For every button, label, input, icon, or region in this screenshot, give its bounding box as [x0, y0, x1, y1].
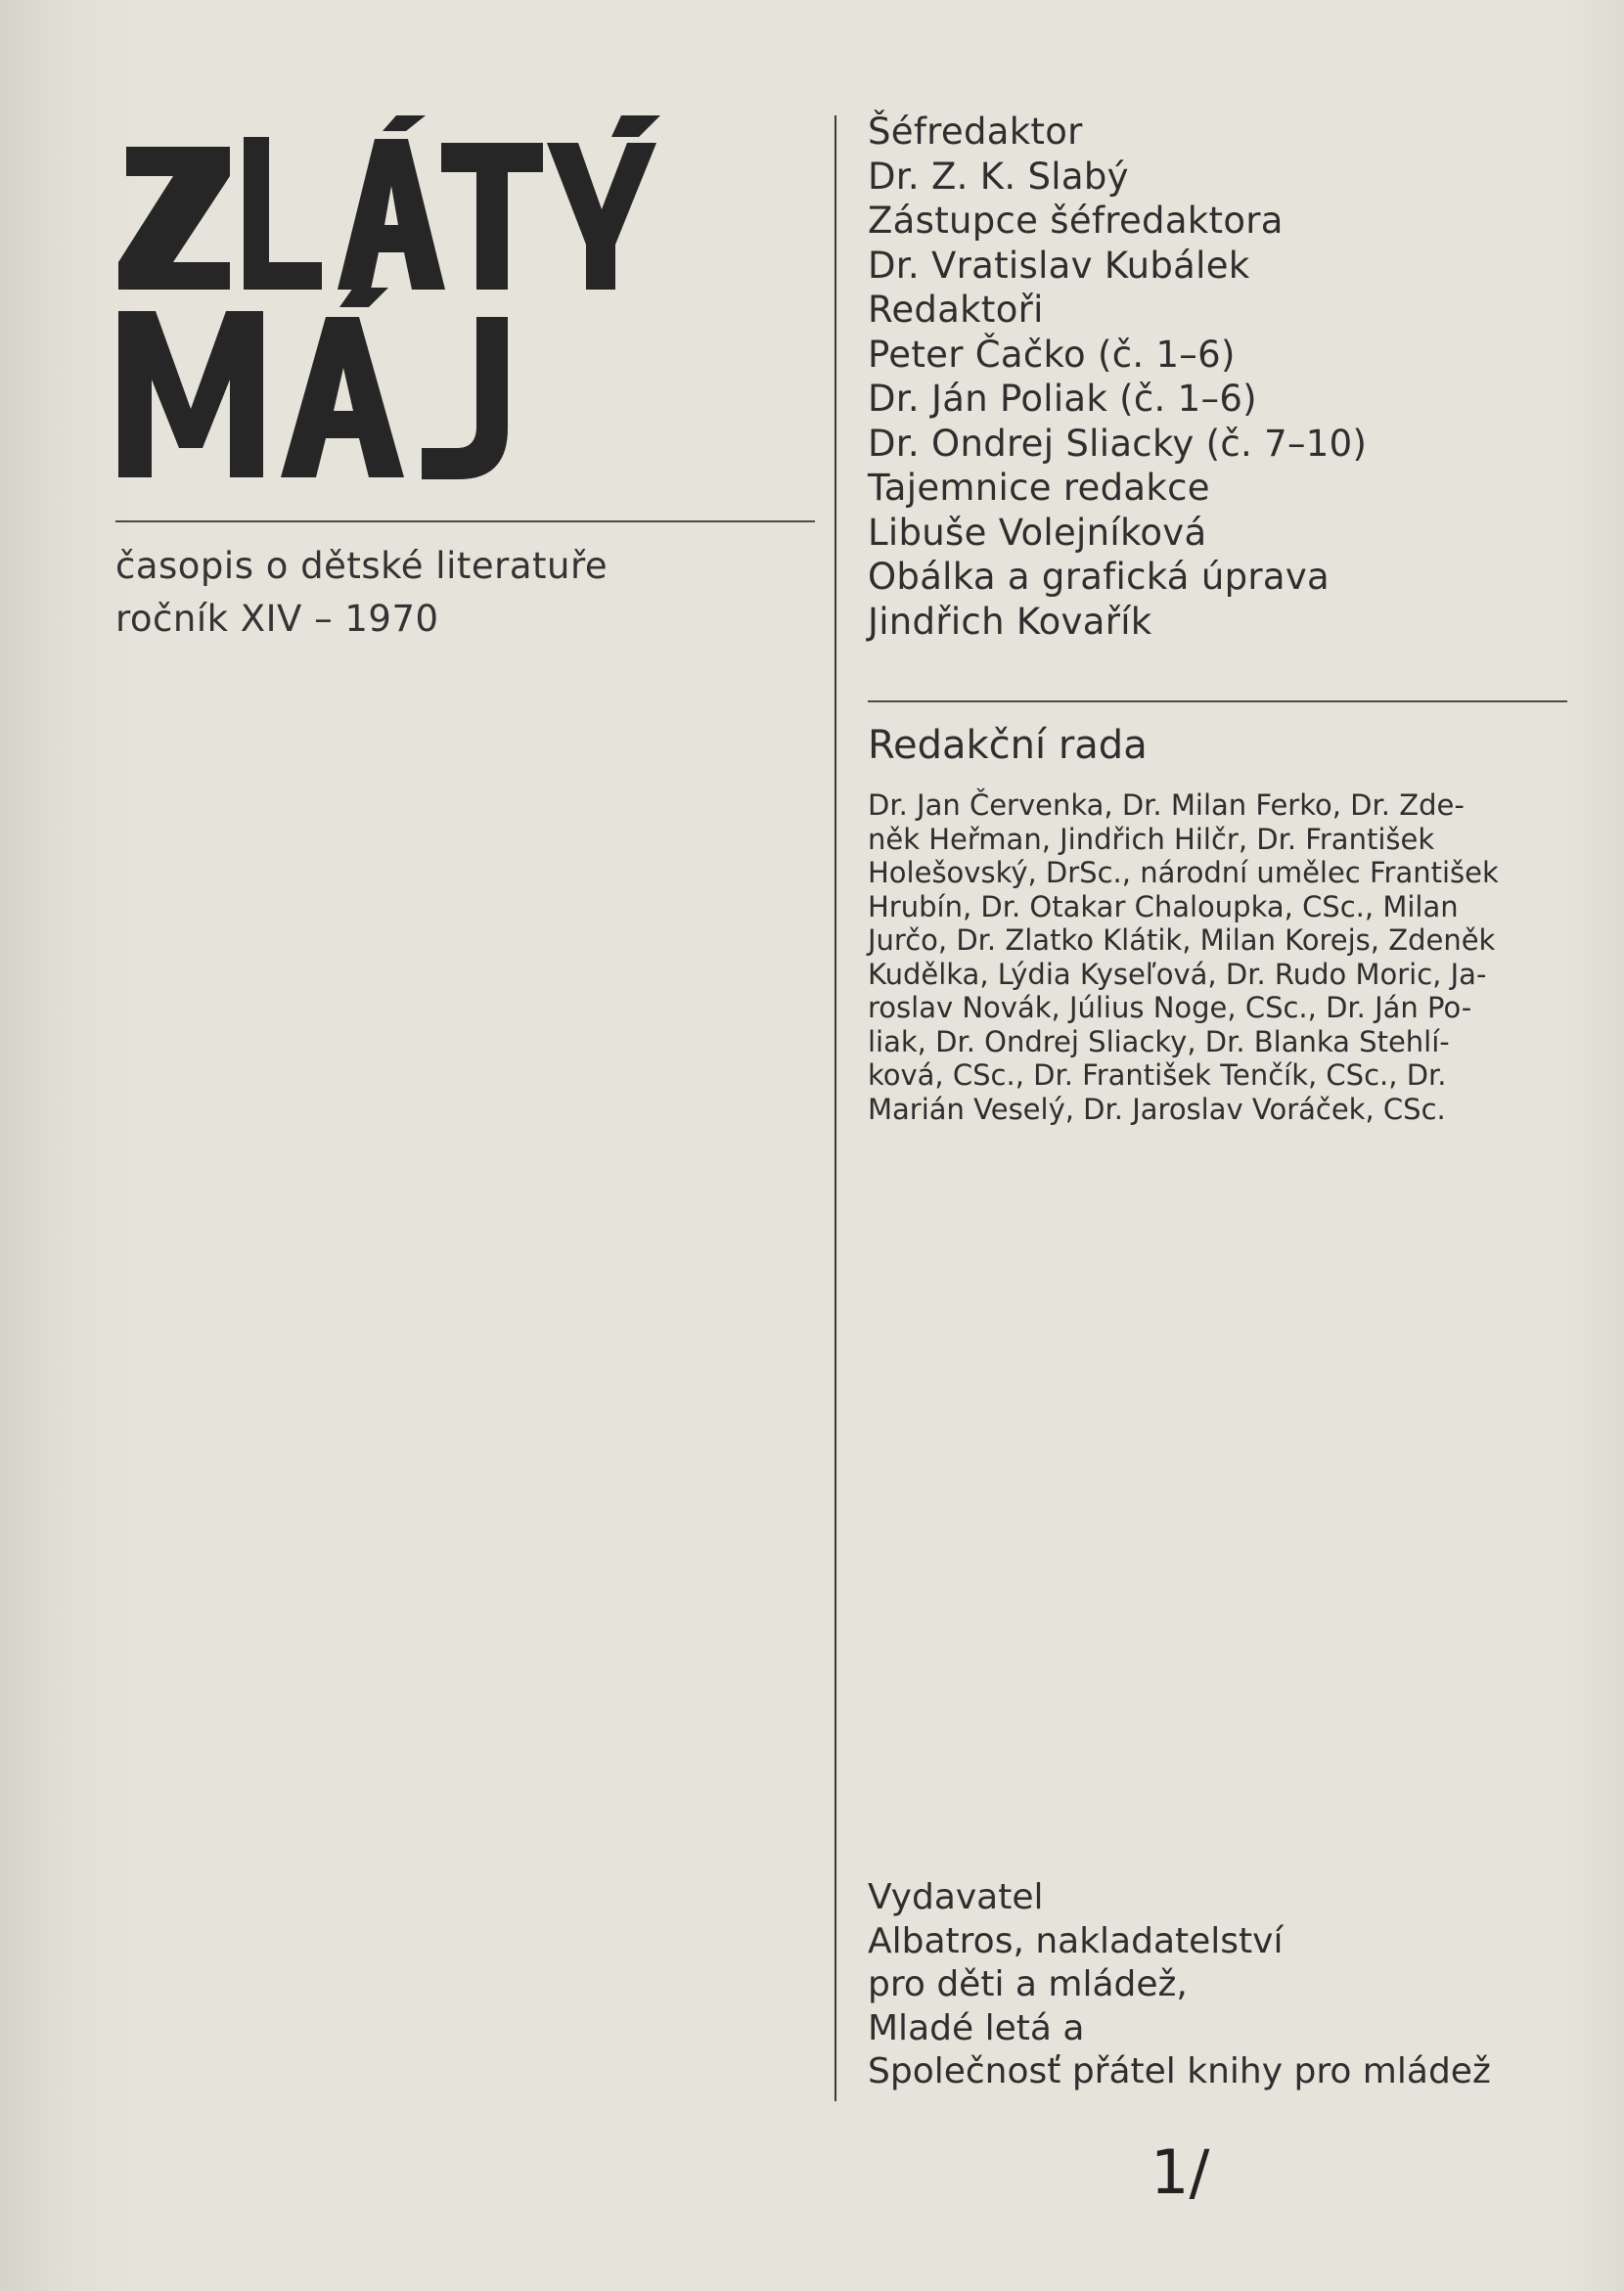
- staff-name: Dr. Ondrej Sliacky (č. 7–10): [868, 422, 1368, 465]
- staff-name: Dr. Z. K. Slabý: [868, 155, 1129, 198]
- publisher-line: Mladé letá a: [868, 2007, 1085, 2048]
- publisher-line: pro děti a mládež,: [868, 1964, 1188, 2004]
- staff-name: Jindřich Kovařík: [868, 600, 1152, 643]
- board-line: Dr. Jan Červenka, Dr. Milan Ferko, Dr. Zde-: [868, 788, 1465, 822]
- board-divider: [868, 700, 1567, 702]
- board-line: Marián Veselý, Dr. Jaroslav Voráček, CSc.: [868, 1092, 1446, 1126]
- column-divider: [835, 115, 836, 2101]
- staff-name: Peter Čačko (č. 1–6): [868, 333, 1236, 376]
- zlaty-maj-logo: [113, 115, 719, 517]
- subtitle-line: časopis o dětské literatuře: [115, 545, 609, 587]
- board-line: Kudělka, Lýdia Kyseľová, Dr. Rudo Moric, Ja-: [868, 957, 1487, 991]
- board-line: Jurčo, Dr. Zlatko Klátik, Milan Korejs, Zdeněk: [868, 923, 1496, 957]
- staff-name: Dr. Ján Poliak (č. 1–6): [868, 378, 1257, 420]
- board-heading: Redakční rada: [868, 723, 1148, 768]
- board-line: roslav Novák, Július Noge, CSc., Dr. Ján Po-: [868, 991, 1472, 1024]
- masthead-subtitle: [115, 540, 608, 646]
- editorial-staff: [868, 110, 1367, 644]
- board-line: Hrubín, Dr. Otakar Chaloupka, CSc., Milan: [868, 889, 1459, 923]
- publisher-block: [868, 1876, 1491, 2094]
- staff-name: Libuše Volejníková: [868, 511, 1207, 554]
- board-line: Holešovský, DrSc., národní umělec František: [868, 856, 1499, 889]
- role-label: Obálka a grafická úprava: [868, 556, 1331, 598]
- role-label: Redaktoři: [868, 289, 1044, 331]
- publisher-line: Albatros, nakladatelství: [868, 1920, 1284, 1961]
- role-label: Tajemnice redakce: [868, 467, 1210, 509]
- board-line: něk Heřman, Jindřich Hilčr, Dr. František: [868, 822, 1435, 856]
- header-divider: [115, 520, 815, 522]
- role-label: Šéfredaktor: [868, 111, 1083, 153]
- page-number: 1/: [1150, 2136, 1210, 2208]
- staff-name: Dr. Vratislav Kubálek: [868, 244, 1250, 287]
- publisher-heading: Vydavatel: [868, 1877, 1044, 1917]
- role-label: Zástupce šéfredaktora: [868, 200, 1284, 242]
- volume-line: ročník XIV – 1970: [115, 598, 439, 640]
- board-line: ková, CSc., Dr. František Tenčík, CSc., Dr.: [868, 1058, 1447, 1092]
- board-line: liak, Dr. Ondrej Sliacky, Dr. Blanka Stehlí-: [868, 1024, 1450, 1058]
- board-members: [868, 788, 1568, 1126]
- publisher-line: Společnosť přátel knihy pro mládež: [868, 2051, 1491, 2091]
